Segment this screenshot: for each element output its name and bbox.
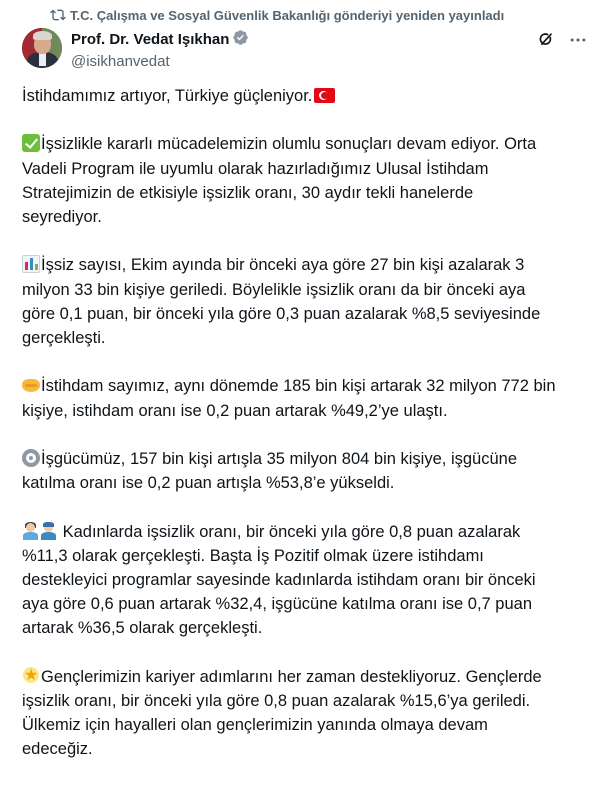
repost-indicator[interactable] (0, 5, 504, 25)
gear-icon (22, 449, 40, 467)
grok-icon[interactable] (536, 30, 556, 50)
woman-office-worker-icon (22, 522, 38, 540)
post-paragraph: Kadınlarda işsizlik oranı, bir önceki yıla göre 0,8 puan azalarak %11,3 olarak gerçekleşti. Başta İş Pozitif olmak üzere istihdamı destekleyici programlar sayesinde kadınlarda istihdam oranı bir önceki aya göre 0,6 puan artarak %32,4, işgücüne katılma oranı ise 0,7 puan artarak %36,5 olarak gerçekleşti. (22, 522, 536, 638)
post-paragraph: ★Gençlerimizin kariyer adımlarını her zaman destekliyoruz. Gençlerde işsizlik oranı, bir önceki yıla göre 0,8 puan azalarak %15,6’ya geriledi. Ülkemiz için hayalleri olan gençlerimizin yanında olmaya devam edeceğiz. (22, 665, 592, 762)
check-mark-icon (22, 134, 40, 152)
post-paragraph: İstihdamımız artıyor, Türkiye güçleniyor. (22, 84, 592, 108)
header-actions (536, 30, 588, 50)
post-paragraph: İşsizlikle kararlı mücadelemizin olumlu sonuçları devam ediyor. Orta Vadeli Program ile uyumlu olarak hazırladığımız Ulusal İstihdam Stratejimizin de etkisiyle işsizlik oranı, 30 aydır tekli hanelerde seyrediyor. (22, 135, 537, 226)
handshake-icon (22, 379, 40, 392)
woman-factory-worker-icon (40, 522, 56, 540)
more-icon[interactable] (568, 30, 588, 50)
repost-text: T.C. Çalışma ve Sosyal Güvenlik Bakanlığı gönderiyi yeniden yayınladı (70, 7, 505, 23)
turkey-flag-icon (314, 88, 335, 103)
post-paragraph: İşsiz sayısı, Ekim ayında bir önceki aya göre 27 bin kişi azalarak 3 milyon 33 bin kişiye geriledi. Böylelikle işsizlik oranı da bir önceki aya göre 0,1 puan, bir önceki yıla göre 0,3 puan azalarak %8,5 seviyesinde gerçekleşti. (22, 256, 541, 347)
dizzy-star-icon (22, 667, 40, 685)
bar-chart-icon (22, 255, 40, 273)
avatar[interactable] (22, 28, 62, 68)
author-name[interactable]: Prof. Dr. Vedat Işıkhan (71, 31, 230, 48)
author-info (71, 28, 249, 71)
post-paragraph: İstihdam sayımız, aynı dönemde 185 bin kişi artarak 32 milyon 772 bin kişiye, istihdam oranı ise 0,2 puan artarak %49,2’ye ulaştı. (22, 377, 556, 420)
post-text (22, 84, 592, 786)
author-handle[interactable]: @isikhanvedat (71, 53, 170, 70)
post-paragraph: İşgücümüz, 157 bin kişi artışla 35 milyon 804 bin kişiye, işgücüne katılma oranı ise 0,2 puan artışla %53,8’e yükseldi. (22, 449, 517, 493)
post-header (22, 28, 588, 70)
verified-badge-icon (229, 29, 249, 51)
